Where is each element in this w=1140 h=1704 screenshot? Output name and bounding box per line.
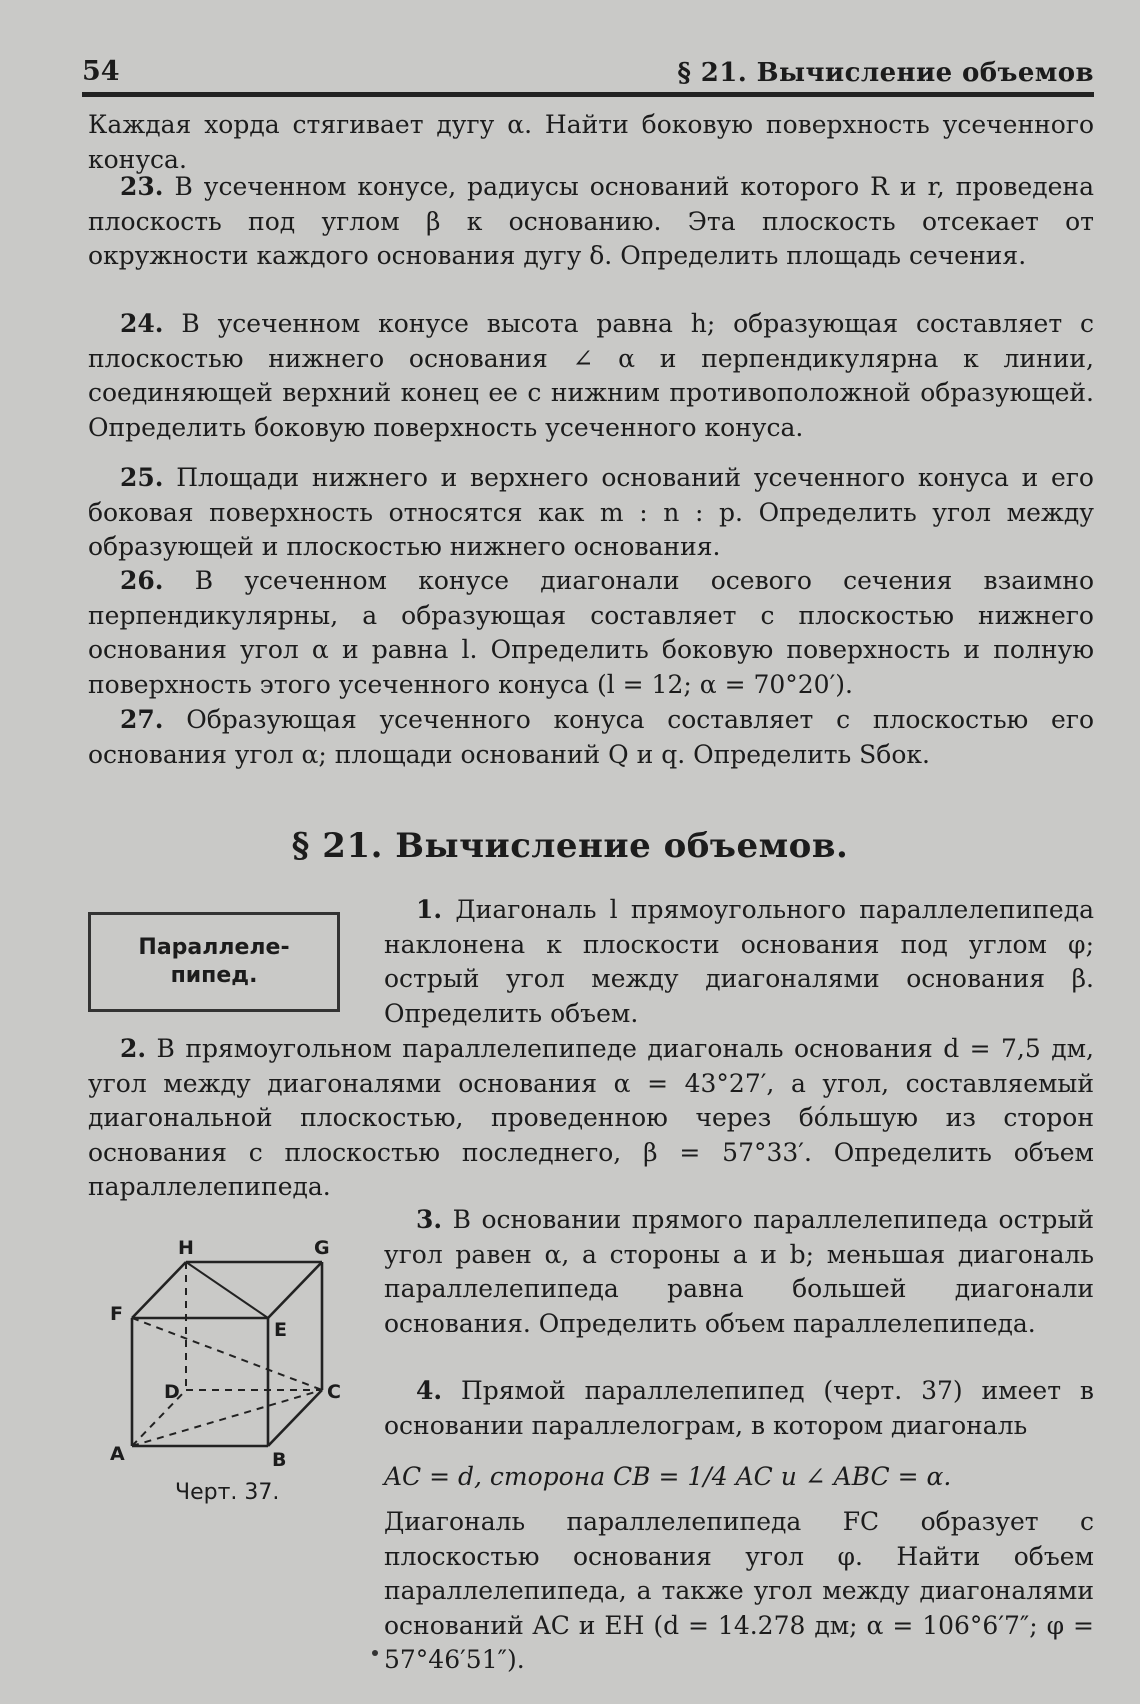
topic-sidebar-box [88, 912, 340, 1012]
problem-text: Диагональ параллелепипеда FC образует с плоскостью основания угол φ. Найти объем параллелепипеда, а также угол между диагоналями оснований AC и EH (d = 14.278 дм; α = 106°6′7″; φ = 57°46′51″). [384, 1507, 1094, 1674]
problem-text: В основании прямого параллелепипеда острый угол равен α, а стороны a и b; меньшая диагональ параллелепипеда равна большей диагонали основания. Определить объем параллелепипеда. [384, 1205, 1094, 1338]
edge-FH [132, 1262, 186, 1318]
edge-EG [268, 1262, 322, 1318]
running-section-title: § 21. Вычисление объемов [677, 58, 1094, 88]
problem-23 [88, 170, 1094, 274]
running-header [82, 52, 1094, 97]
paragraph-continuation: Каждая хорда стягивает дугу α. Найти боковую поверхность усеченного конуса. [88, 110, 1094, 174]
section-problem-4 [384, 1374, 1094, 1443]
problem-4-continued [384, 1505, 1094, 1678]
problem-25 [88, 461, 1094, 565]
problem-text: В усеченном конусе, радиусы оснований которого R и r, проведена плоскость под углом β к основанию. Эта плоскость отсекает от окружности каждого основания дугу δ. Определить площадь сечения. [88, 172, 1094, 270]
problem-number: 26. [120, 566, 164, 595]
problem-number: 3. [416, 1205, 443, 1234]
label-H: H [178, 1238, 194, 1259]
label-G: G [314, 1238, 330, 1259]
problem-number: 23. [120, 172, 164, 201]
problem-number: 2. [120, 1034, 147, 1063]
problem-text: В прямоугольном параллелепипеде диагональ основания d = 7,5 дм, угол между диагоналями основания α = 43°27′, а угол, составляемый диагональной плоскостью, проведенною через бóльшую из сторон основания с плоскостью последнего, β = 57°33′. Определить объем параллелепипеда. [88, 1034, 1094, 1201]
page-number: 54 [82, 56, 120, 87]
section-problem-1 [384, 893, 1094, 1031]
problem-text: Площади нижнего и верхнего оснований усеченного конуса и его боковая поверхность относятся как m : n : p. Определить угол между образующей и плоскостью нижнего основания. [88, 463, 1094, 561]
topic-label: Параллеле-пипед. [138, 935, 290, 988]
problem-26 [88, 564, 1094, 702]
problem-text: Образующая усеченного конуса составляет с плоскостью его основания угол α; площади оснований Q и q. Определить Sбок. [88, 705, 1094, 769]
problem-number: 24. [120, 309, 164, 338]
section-problem-3 [384, 1203, 1094, 1341]
problem-number: 27. [120, 705, 164, 734]
problem-text: Диагональ l прямоугольного параллелепипеда наклонена к плоскости основания под углом φ; острый угол между диагоналями основания β. Определить объем. [384, 895, 1094, 1028]
label-F: F [110, 1303, 123, 1325]
problem-27 [88, 703, 1094, 772]
print-speck [372, 1650, 378, 1656]
problem-number: 4. [416, 1376, 443, 1405]
problem-number: 25. [120, 463, 164, 492]
diagonal-EH [186, 1262, 268, 1318]
section-problem-2 [88, 1032, 1094, 1205]
problem-text: Прямой параллелепипед (черт. 37) имеет в основании параллелограм, в котором диагональ [384, 1376, 1094, 1440]
label-C: C [327, 1381, 341, 1403]
problem-text: В усеченном конусе высота равна h; образующая составляет с плоскостью нижнего основания ∠ α и перпендикулярна к линии, соединяющей верхний конец ее с нижним противоположной образующей. Определить боковую поверхность усеченного конуса. [88, 309, 1094, 442]
problem-24 [88, 307, 1094, 445]
problem-number: 1. [416, 895, 443, 924]
diagonal-FC [132, 1318, 322, 1390]
parallelepiped-figure [100, 1238, 370, 1478]
problem-text: В усеченном конусе диагонали осевого сечения взаимно перпендикулярны, а образующая составляет с плоскостью нижнего основания угол α и равна l. Определить боковую поверхность и полную поверхность этого усеченного конуса (l = 12; α = 70°20′). [88, 566, 1094, 699]
label-B: B [272, 1449, 287, 1471]
figure-caption: Черт. 37. [175, 1480, 280, 1505]
label-A: A [110, 1443, 125, 1465]
label-D: D [164, 1381, 180, 1403]
problem-4-formula: AC = d, сторона CB = 1/4 AC и ∠ ABC = α. [384, 1462, 952, 1491]
section-heading: § 21. Вычисление объемов. [291, 826, 849, 866]
label-E: E [274, 1319, 287, 1341]
